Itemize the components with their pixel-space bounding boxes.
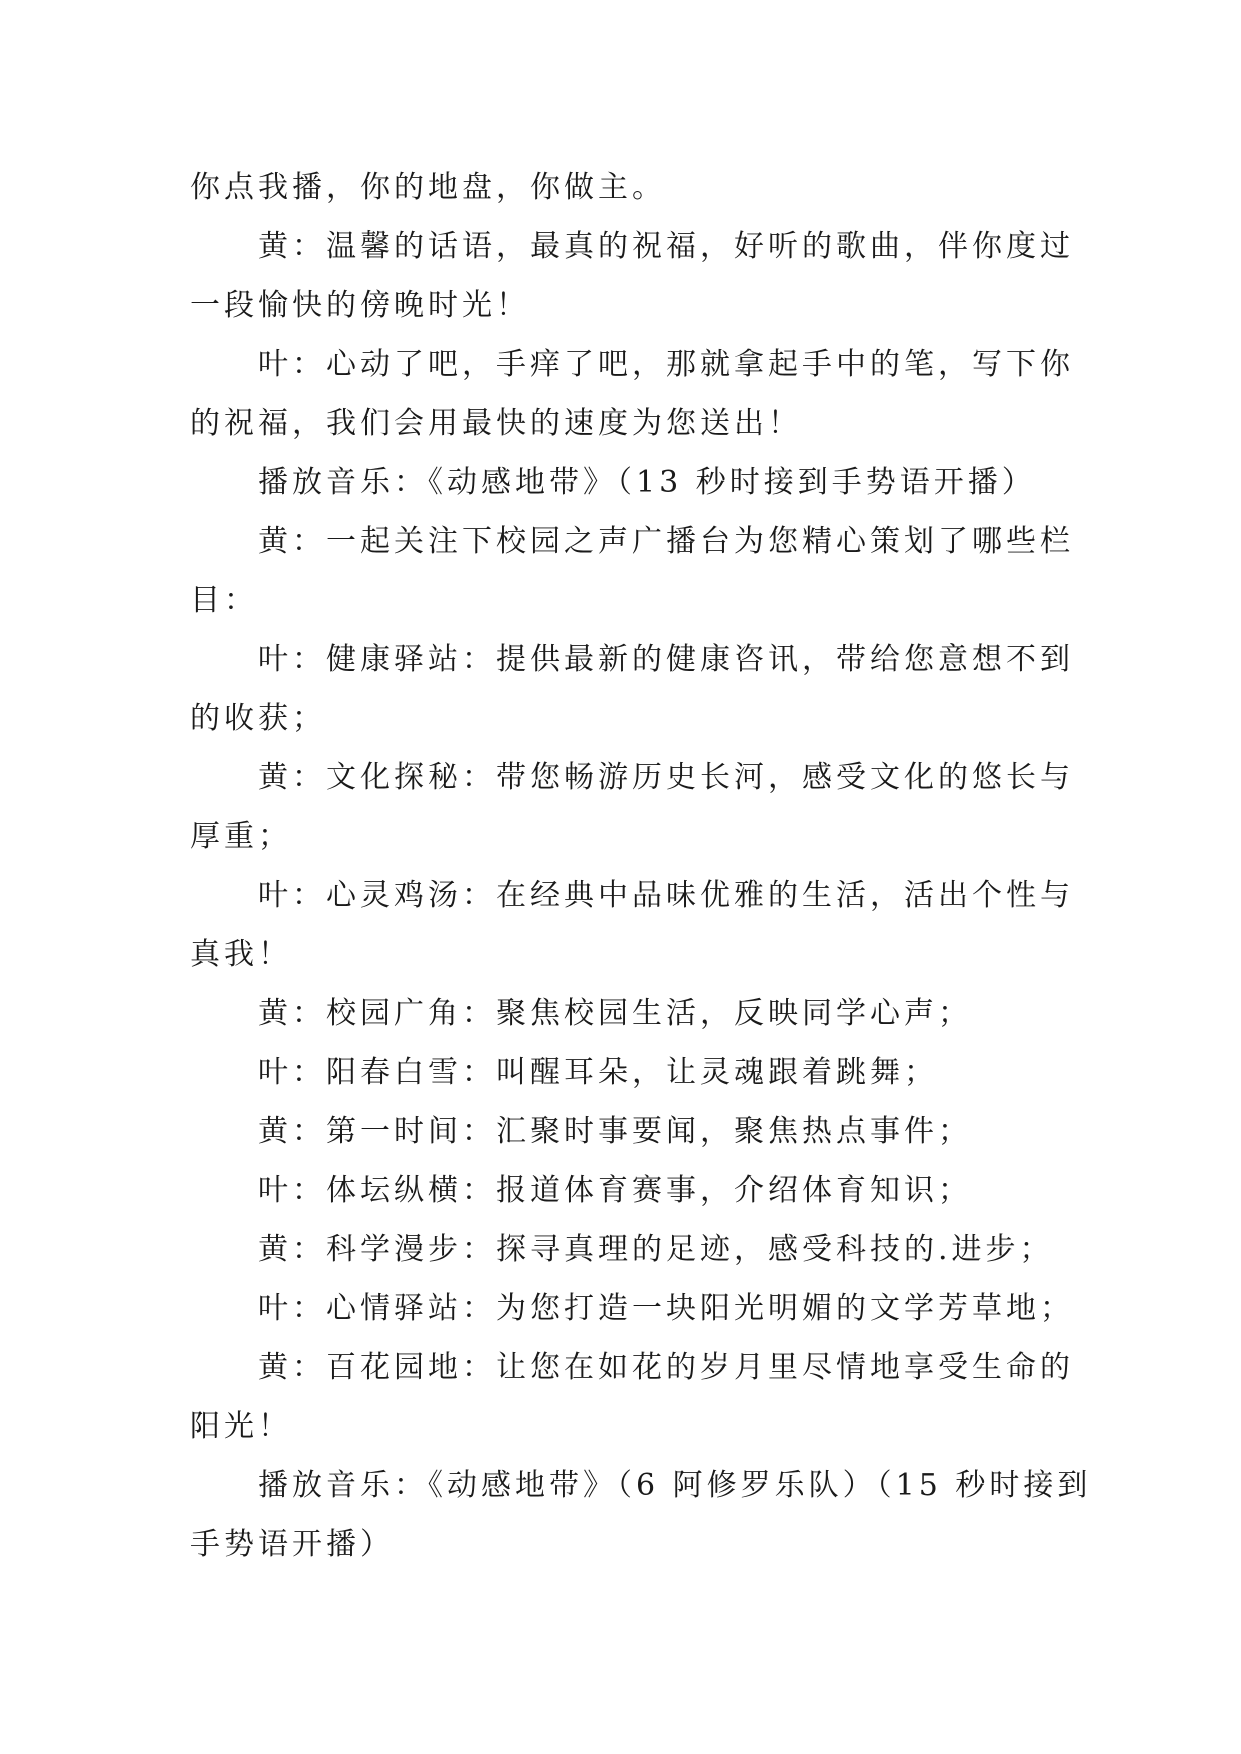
text-line: 黄：温馨的话语，最真的祝福，好听的歌曲，伴你度过 bbox=[258, 229, 1074, 264]
paragraph bbox=[190, 217, 1074, 335]
text-line: 播放音乐：《动感地带》（6 阿修罗乐队）（15 秒时接到 bbox=[258, 1468, 1092, 1503]
text-line: 厚重； bbox=[190, 819, 292, 854]
text-line: 阳光！ bbox=[190, 1409, 292, 1444]
paragraph bbox=[190, 630, 1074, 748]
text-line: 的祝福，我们会用最快的速度为您送出！ bbox=[190, 406, 802, 441]
text-line: 黄：百花园地：让您在如花的岁月里尽情地享受生命的 bbox=[258, 1350, 1074, 1385]
paragraph bbox=[190, 335, 1074, 453]
text-line: 叶：心情驿站：为您打造一块阳光明媚的文学芳草地； bbox=[258, 1291, 1074, 1326]
text-line: 叶：体坛纵横：报道体育赛事，介绍体育知识； bbox=[258, 1173, 972, 1208]
paragraph bbox=[190, 453, 1052, 512]
paragraph bbox=[190, 1338, 1074, 1456]
paragraph bbox=[190, 866, 1074, 984]
text-line: 叶：阳春白雪：叫醒耳朵，让灵魂跟着跳舞； bbox=[258, 1055, 938, 1090]
document-body bbox=[190, 158, 1092, 1574]
text-line: 的收获； bbox=[190, 701, 326, 736]
paragraph bbox=[190, 1161, 1052, 1220]
paragraph bbox=[190, 1456, 1092, 1574]
text-line: 手势语开播） bbox=[190, 1527, 394, 1562]
text-line: 目： bbox=[190, 583, 258, 618]
paragraph bbox=[190, 1220, 1052, 1279]
paragraph bbox=[190, 748, 1074, 866]
text-line: 一段愉快的傍晚时光！ bbox=[190, 288, 530, 323]
text-line: 叶：心灵鸡汤：在经典中品味优雅的生活，活出个性与 bbox=[258, 878, 1074, 913]
text-line: 黄：一起关注下校园之声广播台为您精心策划了哪些栏 bbox=[258, 524, 1074, 559]
paragraph bbox=[190, 984, 1052, 1043]
paragraph bbox=[190, 512, 1074, 630]
text-line: 叶：健康驿站：提供最新的健康咨讯，带给您意想不到 bbox=[258, 642, 1074, 677]
paragraph bbox=[190, 158, 1052, 217]
text-line: 你点我播，你的地盘，你做主。 bbox=[190, 170, 666, 205]
text-line: 叶：心动了吧，手痒了吧，那就拿起手中的笔，写下你 bbox=[258, 347, 1074, 382]
paragraph bbox=[190, 1102, 1052, 1161]
text-line: 播放音乐：《动感地带》（13 秒时接到手势语开播） bbox=[258, 465, 1036, 500]
text-line: 黄：第一时间：汇聚时事要闻，聚焦热点事件； bbox=[258, 1114, 972, 1149]
text-line: 黄：校园广角：聚焦校园生活，反映同学心声； bbox=[258, 996, 972, 1031]
text-line: 真我！ bbox=[190, 937, 292, 972]
text-line: 黄：文化探秘：带您畅游历史长河，感受文化的悠长与 bbox=[258, 760, 1074, 795]
paragraph bbox=[190, 1279, 1074, 1338]
text-line: 黄：科学漫步：探寻真理的足迹，感受科技的.进步； bbox=[258, 1232, 1054, 1267]
paragraph bbox=[190, 1043, 1052, 1102]
